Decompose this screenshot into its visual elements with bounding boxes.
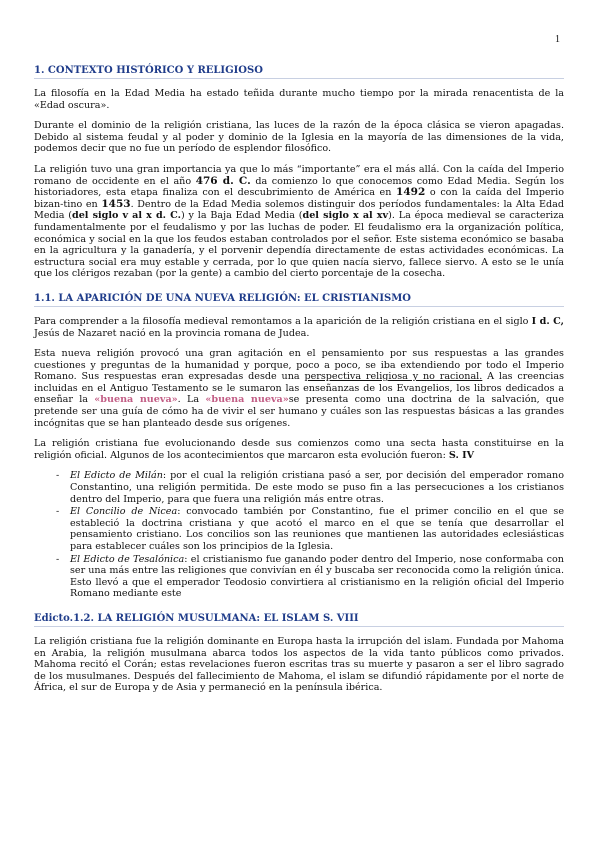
item-title: El Edicto de Milán	[70, 470, 163, 482]
year-1492: 1492	[396, 186, 426, 199]
bullet-dash: -	[56, 506, 60, 518]
paragraph-edad-media	[34, 164, 564, 280]
text-run: se presenta como una doctrina de la salvación, que pretende ser una guía de cómo ha de vivir el ser humano y cuáles son las respuestas básicas a las grandes incógnitas que se han planteado desde sus orígenes.	[34, 394, 564, 429]
paragraph-dominio-religion: Durante el dominio de la religión cristiana, las luces de la razón de la época clásica se vieron apagadas. Debido al sistema feudal y al poder y dominio de la Iglesia en la mayoría de las dimensiones de la vida, podemos decir que no fue un período de esplendor filosófico.	[34, 120, 564, 155]
item-text: : el cristianismo fue ganando poder dentro del Imperio, nose conformaba con ser una más entre las religiones que convivían en él y buscaba ser reconocida como la religión única. Esto llevó a que el emperador Teodosio convirtiera al cristianismo en la religión oficial del Imperio Romano mediante este	[70, 553, 564, 600]
paragraph-nueva-religion	[34, 348, 564, 429]
underlined-phrase: perspectiva religiosa y no racional.	[304, 371, 483, 383]
text-run: Esta nueva religión provocó una gran agitación en el pensamiento por sus respuestas a las grandes cuestiones y preguntas de la humanidad y porque, poco a poco, se iba extendiendo por todo el Imperio Romano. Sus respuestas eran expresadas desde una	[34, 348, 564, 383]
text-run: . La	[177, 394, 206, 406]
item-text: : por el cual la religión cristiana pasó a ser, por decisión del emperador romano Constantino, una religión permitida. De este modo se puso fin a las persecuciones a los cristianos dentro del Imperio, para que fuera una religión más entre otras.	[70, 470, 564, 505]
heading-islam: Edicto.1.2. LA RELIGIÓN MUSULMANA: EL ISLAM S. VIII	[34, 612, 564, 627]
bullet-dash: -	[56, 470, 60, 482]
heading-contexto: 1. CONTEXTO HISTÓRICO Y RELIGIOSO	[34, 64, 564, 79]
list-item	[34, 470, 564, 505]
siglo-iv-label: S. IV	[448, 449, 475, 461]
text-run: La religión cristiana fue evolucionando desde sus comienzos como una secta hasta constituirse en la religión oficial. Algunos de los acontecimientos que marcaron esta evolución fueron:	[34, 438, 564, 461]
text-run: A las creencias incluidas en el Antiguo Testamento se le sumaron las enseñanzas de los Evangelios, los libros dedicados a enseñar la	[34, 371, 564, 406]
item-text: : convocado también por Constantino, fue el primer concilio en el que se estableció la doctrina cristiana y que acotó el marco en el que se tenía que desarrollar el pensamiento cristiano. Los concilios son las reuniones que mantienen las autoridades eclesiásticas para establecer cuáles son los principios de la Iglesia.	[70, 506, 564, 552]
events-list	[34, 470, 564, 600]
document-body	[34, 55, 564, 703]
year-1453: 1453	[101, 197, 131, 210]
baja-edad-media-range: del siglo x al xv	[302, 210, 389, 222]
paragraph-evolucion	[34, 438, 564, 461]
text-run: La religión tuvo una gran importancia ya que lo más “importante” era el más allá. Con la caída del Imperio romano de occidente en el año	[34, 163, 564, 187]
paragraph-islam: La religión cristiana fue la religión dominante en Europa hasta la irrupción del islam. Fundada por Mahoma en Arabia, la religión musulmana abarca todos los aspectos de la vida tanto públicos como privados. Mahoma recitó el Corán; estas revelaciones fueron escritas tras su muerte y pasaron a ser el libro sagrado de los musulmanes. Después del fallecimiento de Mahoma, el islam se difundió rápidamente por el norte de África, el sur de Europa y de Asia y permaneció en la península ibérica.	[34, 635, 564, 694]
text-run: ) y la Baja Edad Media (	[180, 210, 303, 222]
text-run: Jesús de Nazaret nació en la provincia romana de Judea.	[34, 327, 310, 339]
heading-cristianismo: 1.1. LA APARICIÓN DE UNA NUEVA RELIGIÓN: EL CRISTIANISMO	[34, 292, 564, 307]
text-run: . Dentro de la Edad Media solemos distinguir dos períodos fundamentales: la Alta Edad Media (	[34, 198, 564, 222]
text-run: Para comprender a la filosofía medieval remontamos a la aparición de la religión cristiana en el siglo	[34, 315, 532, 327]
item-title: El Concilio de Nicea	[70, 506, 178, 518]
paragraph-edad-oscura: La filosofía en la Edad Media ha estado teñida durante mucho tiempo por la mirada renacentista de la «Edad oscura».	[34, 88, 564, 111]
alta-edad-media-range: del siglo v al x d. C.	[72, 210, 181, 222]
text-run: ). La época medieval se caracteriza fundamentalmente por el feudalismo y por las luchas de poder. El feudalismo era la organización política, económica y social en la que los feudos estaban controlados por el señor. Este sistema económico se basaba en la agricultura y la ganadería, y el porvenir dependía directamente de estas actividades económicas. La estructura social era muy estable y cerrada, por lo que quien nacía siervo, fallece siervo. A esto se le unía que los clérigos rezaban (por la gente) a cambio del cierto porcentaje de la cosecha.	[34, 210, 564, 280]
buena-nueva-highlight: «buena nueva»	[94, 394, 178, 406]
buena-nueva-highlight: «buena nueva»	[205, 394, 289, 406]
text-run: da comienzo lo que conocemos como Edad Media. Según los historiadores, esta etapa finaliza con el descubrimiento de América en	[34, 175, 564, 199]
item-title: El Edicto de Tesalónica	[70, 553, 185, 565]
year-476: 476 d. C.	[195, 174, 251, 187]
page-number: 1	[555, 34, 560, 45]
text-run: o con la caída del Imperio bizan-tino en	[34, 187, 564, 210]
list-item	[34, 506, 564, 552]
paragraph-siglo-i	[34, 316, 564, 339]
list-item	[34, 554, 564, 600]
siglo-i-label: I d. C,	[531, 315, 564, 327]
bullet-dash: -	[56, 553, 60, 565]
